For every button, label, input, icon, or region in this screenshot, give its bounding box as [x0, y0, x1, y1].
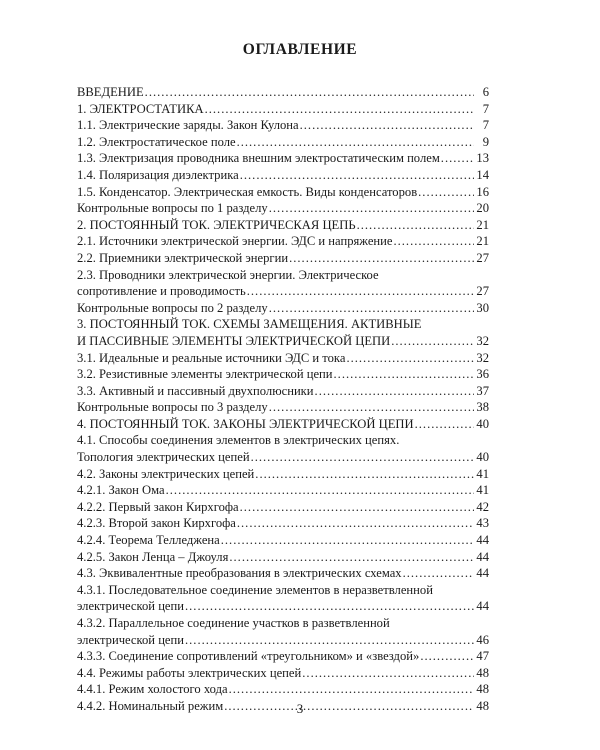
dot-leader	[357, 217, 474, 234]
toc-entry-page: 7	[482, 101, 489, 116]
toc-entry	[77, 101, 489, 118]
toc-entry-page: 30	[476, 300, 489, 315]
toc-entry-page: 43	[476, 516, 489, 531]
toc-entry-page: 44	[476, 599, 489, 614]
toc-entry-page: 27	[476, 250, 489, 265]
dot-leader	[247, 283, 474, 300]
toc-entry-page: 40	[476, 450, 489, 465]
dot-leader	[185, 632, 474, 649]
dot-leader	[302, 665, 474, 682]
dot-leader	[205, 101, 474, 118]
toc-entry-row	[77, 565, 489, 582]
toc-entry-page: 36	[476, 367, 489, 382]
dot-leader	[255, 466, 474, 483]
toc-entry	[77, 681, 489, 698]
toc-entry-title: 1. ЭЛЕКТРОСТАТИКА	[77, 101, 204, 116]
toc-entry-page: 27	[476, 284, 489, 299]
toc-entry	[77, 549, 489, 566]
toc-entry-row	[77, 167, 489, 184]
toc-entry-title: 1.3. Электризация проводника внешним электростатическим полем	[77, 151, 440, 166]
toc-entry-title: 3.1. Идеальные и реальные источники ЭДС и тока	[77, 350, 346, 365]
toc-entry-title: электрической цепи	[77, 632, 184, 647]
toc-entry	[77, 134, 489, 151]
toc-entry-row	[77, 366, 489, 383]
toc-entry-title: 4.2. Законы электрических цепей	[77, 466, 255, 481]
toc-entry-title-line: 3. ПОСТОЯННЫЙ ТОК. СХЕМЫ ЗАМЕЩЕНИЯ. АКТИВНЫЕ	[77, 317, 422, 332]
toc-entry-title: 4.3. Эквивалентные преобразования в электрических схемах	[77, 566, 402, 581]
toc-entry-row	[77, 150, 489, 167]
toc-entry-page: 48	[476, 682, 489, 697]
toc-entry	[77, 416, 489, 433]
toc-entry	[77, 615, 489, 648]
toc-entry-page: 41	[476, 466, 489, 481]
toc-entry-title: 4.2.1. Закон Ома	[77, 483, 165, 498]
toc-entry-page: 44	[476, 549, 489, 564]
toc-entry-row	[77, 350, 489, 367]
toc-entry-title: 2.1. Источники электрической энергии. ЭДС и напряжение	[77, 234, 393, 249]
toc-entry-title: 1.2. Электростатическое поле	[77, 134, 236, 149]
toc-entry-page: 47	[476, 649, 489, 664]
toc-entry-page: 44	[476, 533, 489, 548]
toc-entry-title: 4.2.3. Второй закон Кирхгофа	[77, 516, 236, 531]
toc-entry	[77, 150, 489, 167]
toc-entry-row	[77, 333, 489, 350]
toc-entry-page: 46	[476, 632, 489, 647]
toc-entry-row	[77, 499, 489, 516]
toc-entry-row	[77, 549, 489, 566]
toc-entry	[77, 350, 489, 367]
dot-leader	[269, 300, 474, 317]
toc-entry	[77, 499, 489, 516]
toc-entry-page: 37	[476, 383, 489, 398]
toc-entry-row	[77, 134, 489, 151]
dot-leader	[269, 200, 474, 217]
toc-entry-title: 2. ПОСТОЯННЫЙ ТОК. ЭЛЕКТРИЧЕСКАЯ ЦЕПЬ	[77, 217, 356, 232]
toc-entry-title: 4.4.2. Номинальный режим	[77, 698, 224, 713]
dot-leader	[393, 233, 474, 250]
toc-entry	[77, 84, 489, 101]
toc-entry-title: 2.2. Приемники электрической энергии	[77, 250, 289, 265]
toc-entry-row	[77, 84, 489, 101]
toc-entry-row	[77, 233, 489, 250]
toc-entry-title: 3.2. Резистивные элементы электрической цепи	[77, 367, 333, 382]
toc-entry-row	[77, 632, 489, 649]
toc-entry-title: 3.3. Активный и пассивный двухполюсники	[77, 383, 314, 398]
toc-entry-row	[77, 482, 489, 499]
toc-entry	[77, 117, 489, 134]
dot-leader	[269, 399, 474, 416]
toc-entry-title: электрической цепи	[77, 599, 184, 614]
toc-entry-title-line: 4.3.1. Последовательное соединение элементов в неразветвленной	[77, 582, 433, 597]
toc-entry	[77, 565, 489, 582]
toc-entry	[77, 515, 489, 532]
table-of-contents	[77, 84, 489, 715]
toc-entry-title: 4.3.3. Соединение сопротивлений «треугольником» и «звездой»	[77, 649, 420, 664]
toc-entry	[77, 466, 489, 483]
toc-entry-title-line: 2.3. Проводники электрической энергии. Электрическое	[77, 267, 379, 282]
dot-leader	[251, 449, 474, 466]
toc-entry-title: ВВЕДЕНИЕ	[77, 85, 144, 99]
toc-entry-title: 4.2.5. Закон Ленца – Джоуля	[77, 549, 229, 564]
toc-entry-page: 38	[476, 400, 489, 415]
toc-entry-row	[77, 449, 489, 466]
toc-entry-row	[77, 300, 489, 317]
toc-entry-page: 6	[482, 85, 489, 99]
dot-leader	[418, 184, 474, 201]
toc-entry-row	[77, 466, 489, 483]
toc-entry-page: 42	[476, 499, 489, 514]
toc-entry-title: Контрольные вопросы по 2 разделу	[77, 300, 268, 315]
dot-leader	[346, 350, 474, 367]
toc-entry-page: 13	[476, 151, 489, 166]
dot-leader	[166, 482, 474, 499]
toc-entry-row	[77, 399, 489, 416]
toc-entry-title: И ПАССИВНЫЕ ЭЛЕМЕНТЫ ЭЛЕКТРИЧЕСКОЙ ЦЕПИ	[77, 333, 391, 348]
dot-leader	[315, 383, 474, 400]
toc-entry-row	[77, 117, 489, 134]
toc-entry	[77, 383, 489, 400]
toc-entry	[77, 532, 489, 549]
toc-entry-page: 14	[476, 167, 489, 182]
toc-entry-page: 21	[476, 217, 489, 232]
dot-leader	[229, 681, 474, 698]
dot-leader	[300, 117, 474, 134]
toc-entry	[77, 250, 489, 267]
toc-entry-page: 16	[476, 184, 489, 199]
toc-entry-row	[77, 416, 489, 433]
dot-leader	[415, 416, 474, 433]
dot-leader	[237, 515, 474, 532]
dot-leader	[240, 167, 474, 184]
toc-entry-row	[77, 665, 489, 682]
toc-entry-row	[77, 250, 489, 267]
toc-entry	[77, 582, 489, 615]
toc-entry-row	[77, 648, 489, 665]
toc-entry-title: сопротивление и проводимость	[77, 284, 246, 299]
toc-entry-page: 44	[476, 566, 489, 581]
toc-entry-title: 4.2.2. Первый закон Кирхгофа	[77, 499, 239, 514]
toc-entry-title-line: 4.1. Способы соединения элементов в электрических цепях.	[77, 433, 400, 448]
toc-entry-title: 1.4. Поляризация диэлектрика	[77, 167, 239, 182]
toc-entry	[77, 432, 489, 465]
toc-entry-row	[77, 283, 489, 300]
toc-entry-row	[77, 217, 489, 234]
toc-entry	[77, 648, 489, 665]
toc-entry-page: 48	[476, 698, 489, 713]
toc-entry-title-line: 4.3.2. Параллельное соединение участков в разветвленной	[77, 616, 390, 630]
dot-leader	[403, 565, 474, 582]
toc-entry-row	[77, 383, 489, 400]
toc-entry-title: 1.5. Конденсатор. Электрическая емкость. Виды конденсаторов	[77, 184, 418, 199]
dot-leader	[221, 532, 474, 549]
toc-entry-page: 21	[476, 234, 489, 249]
toc-entry-row	[77, 101, 489, 118]
toc-entry	[77, 217, 489, 234]
toc-entry-row	[77, 598, 489, 615]
page-number: 3	[296, 701, 304, 716]
toc-entry-title: 4. ПОСТОЯННЫЙ ТОК. ЗАКОНЫ ЭЛЕКТРИЧЕСКОЙ ЦЕПИ	[77, 416, 414, 431]
toc-entry	[77, 300, 489, 317]
toc-entry-title: 1.1. Электрические заряды. Закон Кулона	[77, 118, 299, 133]
dot-leader	[145, 84, 474, 101]
toc-entry-title: 4.4.1. Режим холостого хода	[77, 682, 228, 697]
dot-leader	[289, 250, 474, 267]
dot-leader	[240, 499, 474, 516]
toc-entry-page: 32	[476, 350, 489, 365]
toc-entry-page: 48	[476, 665, 489, 680]
page-title: ОГЛАВЛЕНИЕ	[242, 41, 358, 58]
dot-leader	[334, 366, 474, 383]
toc-entry-title: 4.2.4. Теорема Телледжена	[77, 533, 220, 548]
toc-entry	[77, 184, 489, 201]
toc-entry-page: 32	[476, 333, 489, 348]
toc-entry-row	[77, 515, 489, 532]
dot-leader	[391, 333, 474, 350]
toc-entry	[77, 366, 489, 383]
toc-entry-row	[77, 532, 489, 549]
toc-entry	[77, 665, 489, 682]
toc-entry-page: 41	[476, 483, 489, 498]
toc-entry	[77, 233, 489, 250]
toc-entry	[77, 267, 489, 300]
toc-entry-row	[77, 681, 489, 698]
dot-leader	[229, 549, 474, 566]
toc-entry-title: 4.4. Режимы работы электрических цепей	[77, 665, 302, 680]
toc-entry	[77, 399, 489, 416]
dot-leader	[420, 648, 474, 665]
dot-leader	[237, 134, 474, 151]
toc-entry-row	[77, 184, 489, 201]
toc-entry-title: Топология электрических цепей	[77, 450, 250, 465]
toc-entry	[77, 316, 489, 349]
toc-entry-page: 20	[476, 201, 489, 216]
toc-entry-page: 7	[482, 118, 489, 133]
toc-entry-title: Контрольные вопросы по 3 разделу	[77, 400, 268, 415]
toc-entry	[77, 200, 489, 217]
toc-entry-title: Контрольные вопросы по 1 разделу	[77, 201, 268, 216]
toc-entry	[77, 482, 489, 499]
dot-leader	[441, 150, 474, 167]
toc-entry-page: 9	[482, 134, 489, 149]
dot-leader	[185, 598, 474, 615]
toc-entry-page: 40	[476, 416, 489, 431]
toc-entry	[77, 167, 489, 184]
toc-entry-row	[77, 200, 489, 217]
